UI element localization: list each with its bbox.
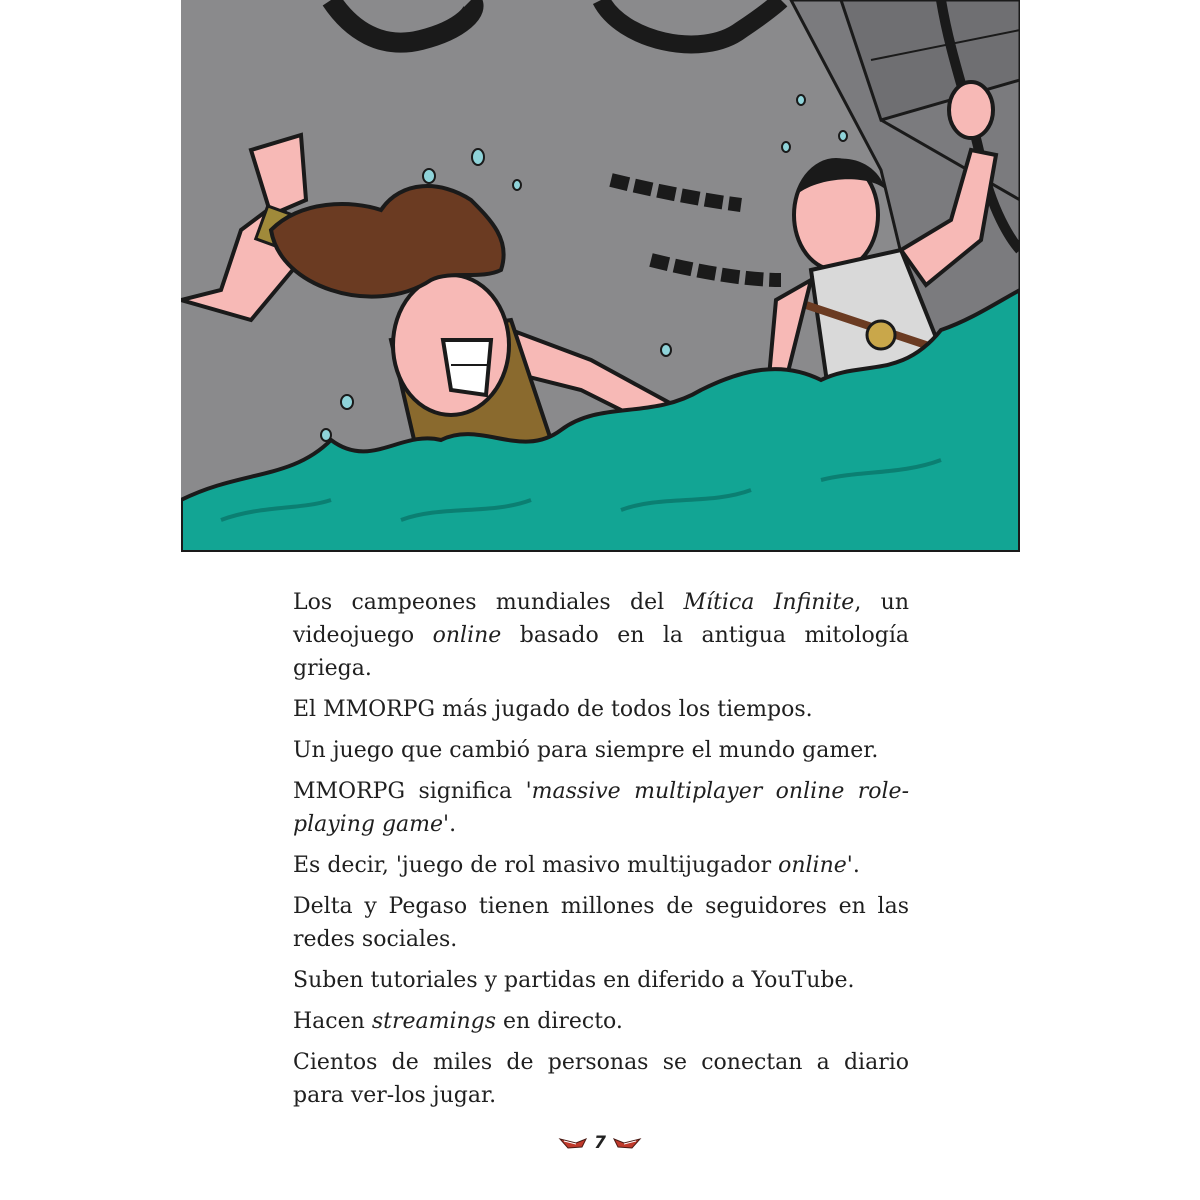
text-run: MMORPG significa	[293, 779, 526, 804]
text-run: , un videojuego	[293, 590, 909, 648]
text-run: Los campeones mundiales del	[293, 590, 684, 615]
text-run: Delta y Pegaso tienen millones de seguidores en las redes sociales.	[293, 894, 909, 952]
text-run: Es decir, 'juego de rol masivo multijugador	[293, 853, 779, 878]
italic-run: streamings	[371, 1009, 497, 1034]
italic-run: online	[432, 623, 502, 648]
comic-illustration	[181, 0, 1020, 552]
paragraph	[293, 586, 909, 685]
text-run: basado en la antigua mitología griega.	[293, 623, 909, 681]
page-number: 7	[594, 1133, 606, 1153]
paragraph	[293, 734, 909, 767]
page-footer	[0, 1128, 1200, 1158]
text-run: El MMORPG más jugado de todos los tiempos.	[293, 697, 813, 722]
body-text	[293, 586, 909, 1120]
winged-ornament-icon	[558, 1135, 588, 1151]
paragraph	[293, 1005, 909, 1038]
paragraph	[293, 849, 909, 882]
text-run: .	[449, 812, 457, 837]
paragraph	[293, 775, 909, 841]
text-run: Suben tutoriales y partidas en diferido a YouTube.	[293, 968, 855, 993]
paragraph	[293, 693, 909, 726]
text-run: Un juego que cambió para siempre el mundo gamer.	[293, 738, 879, 763]
italic-run: online	[778, 853, 847, 878]
text-run: Cientos de miles de personas se conectan a diario para ver-los jugar.	[293, 1050, 909, 1108]
text-run: '.	[846, 853, 860, 878]
paragraph	[293, 890, 909, 956]
winged-ornament-icon	[612, 1135, 642, 1151]
italic-run: Mítica Infinite	[683, 590, 855, 615]
text-run: en directo.	[496, 1009, 623, 1034]
italic-run: 'massive multiplayer online role-playing game'	[293, 779, 909, 837]
text-run: Hacen	[293, 1009, 372, 1034]
paragraph	[293, 1046, 909, 1112]
paragraph	[293, 964, 909, 997]
